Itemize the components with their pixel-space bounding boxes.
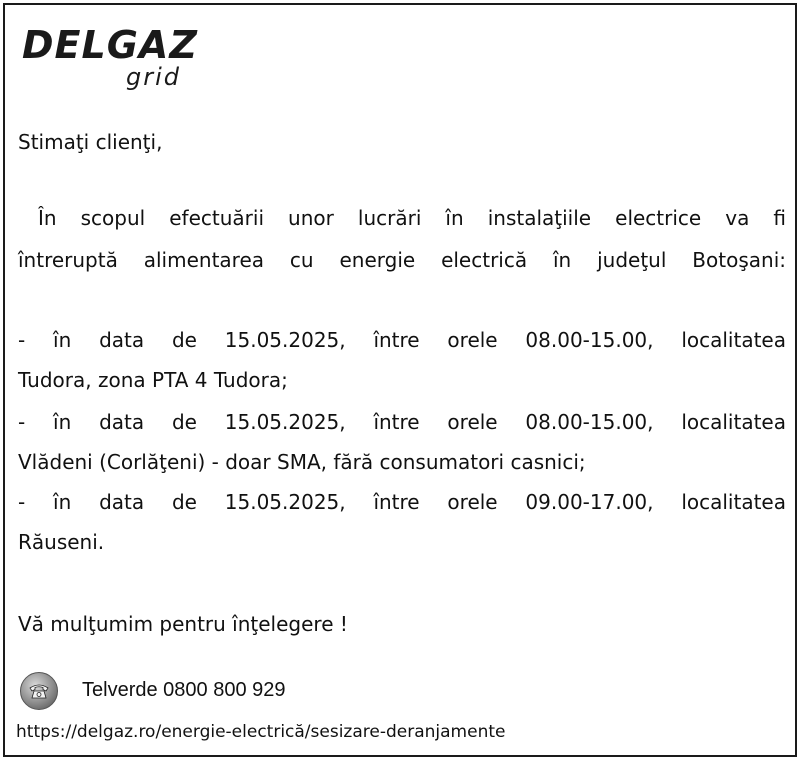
intro-line-2: întreruptă alimentarea cu energie electrică în judeţul Botoşani: xyxy=(18,248,786,272)
outage-item-2-line-2: Vlădeni (Corlăţeni) - doar SMA, fără consumatori casnici; xyxy=(18,450,586,474)
phone-contact xyxy=(20,670,420,710)
logo-main-text: DELGAZ xyxy=(22,23,198,67)
outage-item-2-line-1: - în data de 15.05.2025, între orele 08.00-15.00, localitatea xyxy=(18,410,786,434)
intro-line-1: În scopul efectuării unor lucrări în instalaţiile electrice va fi xyxy=(38,206,786,230)
telephone-icon xyxy=(20,672,58,710)
logo-sub-text: grid xyxy=(126,63,182,91)
outage-item-1-line-1: - în data de 15.05.2025, între orele 08.00-15.00, localitatea xyxy=(18,328,786,352)
fault-report-link[interactable]: https://delgaz.ro/energie-electrică/sesizare-deranjamente xyxy=(16,722,506,742)
outage-item-3-line-2: Răuseni. xyxy=(18,530,105,554)
thanks-message: Vă mulţumim pentru înţelegere ! xyxy=(18,612,348,636)
greeting: Stimaţi clienţi, xyxy=(18,130,163,154)
outage-item-3-line-1: - în data de 15.05.2025, între orele 09.00-17.00, localitatea xyxy=(18,490,786,514)
delgaz-grid-logo xyxy=(22,23,202,96)
phone-number: Telverde 0800 800 929 xyxy=(82,679,286,701)
outage-item-1-line-2: Tudora, zona PTA 4 Tudora; xyxy=(18,368,288,392)
